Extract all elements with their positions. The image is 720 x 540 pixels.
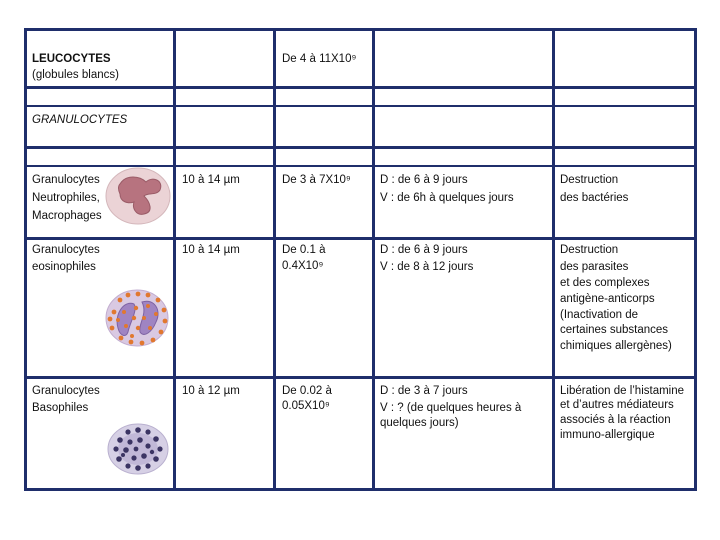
cell-lifespan-line: quelques jours) (380, 417, 459, 429)
table-border-top (24, 28, 697, 31)
cell-count-line: De 0.1 à (282, 244, 326, 256)
cell-name-line: Granulocytes (32, 385, 100, 397)
cell-name-line: Granulocytes (32, 244, 100, 256)
table-subtitle: (globules blancs) (32, 69, 119, 81)
cell-lifespan-line: D : de 6 à 9 jours (380, 244, 468, 256)
cell-count-line: 0.05X10⁹ (282, 400, 330, 412)
table-border-bottom (24, 488, 697, 491)
row-divider (24, 146, 697, 149)
cell-function-line: et d’autres médiateurs (560, 399, 674, 411)
neutrophil-cell-image (104, 166, 172, 226)
cell-lifespan-line: D : de 6 à 9 jours (380, 174, 468, 186)
cell-function-line: (Inactivation de (560, 309, 638, 321)
cell-function-line: des parasites (560, 261, 629, 273)
cell-size: 10 à 14 µm (182, 174, 240, 186)
cell-function-line: Destruction (560, 174, 619, 186)
section-label: GRANULOCYTES (32, 114, 128, 126)
cell-function-line: Destruction (560, 244, 619, 256)
column-divider (273, 28, 276, 491)
column-divider (173, 28, 176, 491)
cell-name-line: eosinophiles (32, 261, 96, 273)
cell-name-line: Macrophages (32, 210, 102, 222)
row-divider (24, 376, 697, 379)
cell-count-line: 0.4X10⁹ (282, 260, 324, 272)
cell-name-line: Neutrophiles, (32, 192, 100, 204)
column-divider (552, 28, 555, 491)
table-title: LEUCOCYTES (32, 53, 111, 65)
cell-function-line: chimiques allergènes) (560, 340, 672, 352)
basophil-cell-image (106, 422, 170, 476)
cell-function-line: certaines substances (560, 324, 669, 336)
table-border-right (694, 28, 697, 491)
cell-name-line: Basophiles (32, 402, 89, 414)
table-border-left (24, 28, 27, 491)
eosinophil-cell-image (104, 288, 170, 348)
cell-size: 10 à 14 µm (182, 244, 240, 256)
row-divider (24, 105, 697, 107)
cell-lifespan-line: V : ? (de quelques heures à (380, 402, 522, 414)
cell-function-line: antigène-anticorps (560, 293, 655, 305)
leukocyte-count: De 4 à 11X10⁹ (282, 53, 357, 65)
cell-function-line: associés à la réaction (560, 414, 671, 426)
cell-lifespan-line: V : de 8 à 12 jours (380, 261, 474, 273)
cell-function-line: des bactéries (560, 192, 629, 204)
cell-name-line: Granulocytes (32, 174, 100, 186)
cell-size: 10 à 12 µm (182, 385, 240, 397)
cell-count-line: De 0.02 à (282, 385, 332, 397)
row-divider (24, 237, 697, 240)
cell-lifespan-line: V : de 6h à quelques jours (380, 192, 514, 204)
cell-count-line: De 3 à 7X10⁹ (282, 174, 351, 186)
cell-function-line: et des complexes (560, 277, 650, 289)
row-divider (24, 86, 697, 89)
column-divider (372, 28, 375, 491)
cell-function-line: Libération de l’histamine (560, 385, 685, 397)
cell-lifespan-line: D : de 3 à 7 jours (380, 385, 468, 397)
cell-function-line: immuno-allergique (560, 429, 655, 441)
